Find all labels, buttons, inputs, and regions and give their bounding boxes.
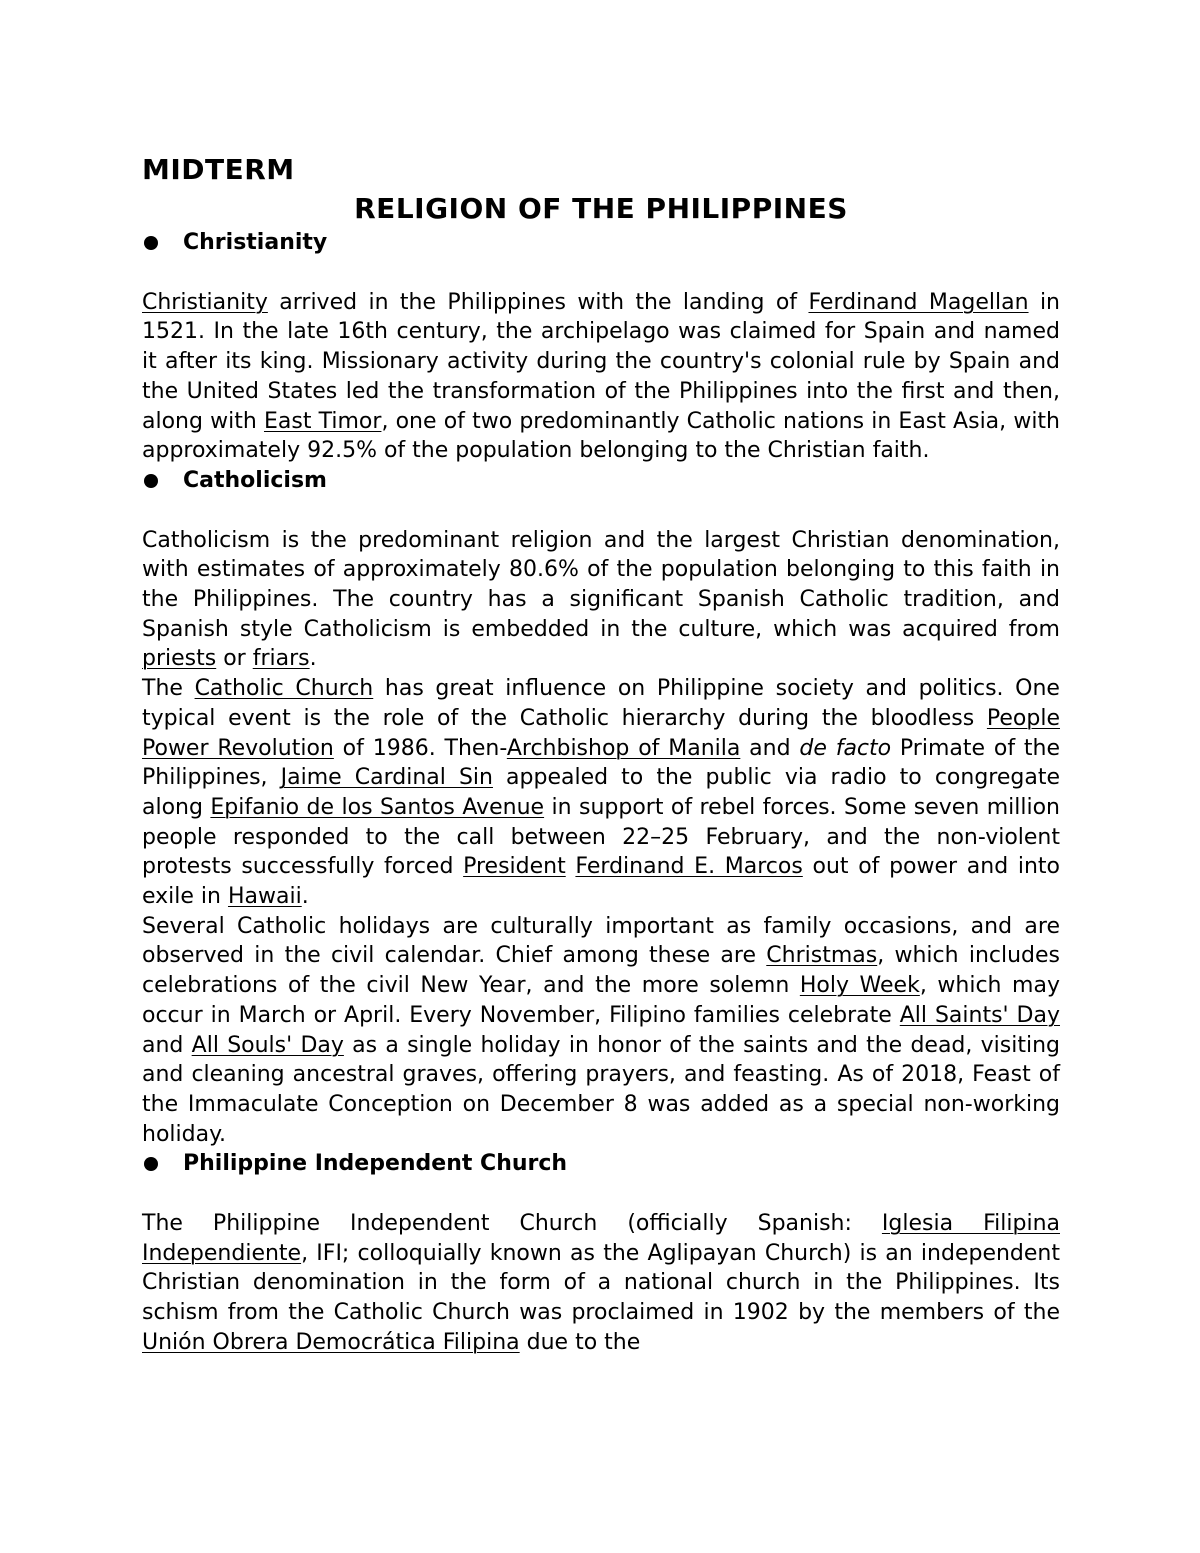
blank-line (142, 496, 1060, 526)
section-heading (142, 466, 1060, 496)
text-run: Several Catholic holidays are culturally important as family occasions, and are observed in the civil calendar. Chief among these are (142, 913, 1060, 969)
document-title: RELIGION OF THE PHILIPPINES (354, 192, 848, 225)
text-run: arrived in the Philippines with the landing of (267, 289, 809, 315)
bullet-dot-icon (144, 474, 158, 488)
hyperlink[interactable]: President (463, 854, 566, 880)
text-run: Catholicism is the predominant religion and the largest Christian denomination, with estimates of approximately 80.6% of the population belonging to this faith in the Philippines. The country has a significant Spanish Catholic tradition, and Spanish style Catholicism is embedded in the culture, which was acquired from (142, 527, 1060, 642)
text-run: due to the (519, 1329, 641, 1355)
text-run: , which includes celebrations of the civil New Year, and the more solemn (142, 943, 1060, 999)
hyperlink[interactable]: People Power Revolution (142, 705, 1060, 761)
text-run: . (301, 884, 309, 910)
text-run: . (309, 646, 317, 672)
document-body (142, 228, 1060, 1358)
text-run: appealed to the public via radio to congregate along (142, 765, 1060, 820)
hyperlink[interactable]: All Saints' Day (899, 1002, 1060, 1028)
text-run: in 1521. In the late 16th century, the archipelago was claimed for Spain and named it after its king. Missionary activity during the country's colonial rule by Spain and the United States led the transformation of the Philippines into the first and then, along with (142, 289, 1061, 434)
hyperlink[interactable]: All Souls' Day (191, 1032, 344, 1058)
text-run: , IFI; colloquially known as the Aglipayan Church) is an independent Christian denomination in the form of a national church in the Philippines. Its schism from the Catholic Church was proclaimed in 1902 by the members of the (142, 1240, 1060, 1326)
section-heading (142, 1149, 1060, 1179)
text-run: and (142, 1032, 192, 1058)
text-run: , one of two predominantly Catholic nations in East Asia, with approximately 92.5% of the population belonging to the Christian faith. (142, 408, 1061, 464)
text-run: in support of rebel forces. Some seven million people responded to the call between 22–25 February, and the non-violent protests successfully forced (142, 794, 1060, 880)
text-run: Primate of the Philippines, (142, 735, 1060, 791)
blank-line (142, 1179, 1060, 1209)
body-paragraph (142, 674, 1060, 912)
text-run: and (740, 735, 800, 761)
hyperlink[interactable]: Archbishop of Manila (506, 735, 741, 761)
section-heading-label: Catholicism (183, 467, 327, 493)
text-run: out of power and into exile in (142, 854, 1060, 910)
hyperlink[interactable]: Iglesia Filipina Independiente (142, 1211, 1060, 1266)
hyperlink[interactable]: Christianity (142, 289, 268, 315)
text-run: The Philippine Independent Church (officially Spanish: (142, 1211, 882, 1237)
section-heading (142, 228, 1060, 258)
text-run: or (216, 646, 253, 672)
bullet-dot-icon (144, 236, 158, 250)
text-run: of 1986. Then- (333, 735, 507, 761)
hyperlink[interactable]: Ferdinand E. Marcos (575, 854, 803, 880)
text-run: has great influence on Philippine society and politics. One typical event is the role of the Catholic hierarchy during the bloodless (142, 676, 1060, 731)
body-paragraph (142, 288, 1060, 466)
hyperlink[interactable]: Epifanio de los Santos Avenue (210, 794, 545, 820)
hyperlink[interactable]: East Timor (263, 408, 382, 434)
text-run: The (142, 676, 195, 702)
text-run: as a single holiday in honor of the saints and the dead, visiting and cleaning ancestral graves, offering prayers, and feasting. As of 2018, Feast of the Immaculate Conception on December 8 was added as a special non-working holiday. (142, 1032, 1060, 1147)
section-heading-label: Philippine Independent Church (183, 1151, 568, 1177)
document-page (142, 150, 1060, 1358)
body-paragraph (142, 526, 1060, 675)
hyperlink[interactable]: Ferdinand Magellan (808, 289, 1029, 315)
bullet-dot-icon (144, 1157, 158, 1171)
document-label: MIDTERM (142, 153, 295, 186)
hyperlink[interactable]: friars (252, 646, 310, 672)
blank-line (142, 258, 1060, 288)
italic-text: de facto (799, 735, 892, 761)
hyperlink[interactable]: Holy Week (799, 973, 920, 999)
hyperlink[interactable]: priests (142, 646, 217, 672)
section-heading-label: Christianity (183, 230, 328, 255)
text-run: , which may occur in March or April. Every November, Filipino families celebrate (142, 973, 1060, 1028)
hyperlink[interactable]: Hawaii (227, 884, 302, 910)
body-paragraph (142, 1209, 1060, 1358)
hyperlink[interactable]: Catholic Church (194, 676, 374, 702)
text-run (566, 854, 576, 879)
hyperlink[interactable]: Unión Obrera Democrática Filipina (142, 1329, 520, 1355)
hyperlink[interactable]: Jaime Cardinal Sin (280, 765, 493, 791)
hyperlink[interactable]: Christmas (766, 943, 878, 969)
body-paragraph (142, 912, 1060, 1150)
